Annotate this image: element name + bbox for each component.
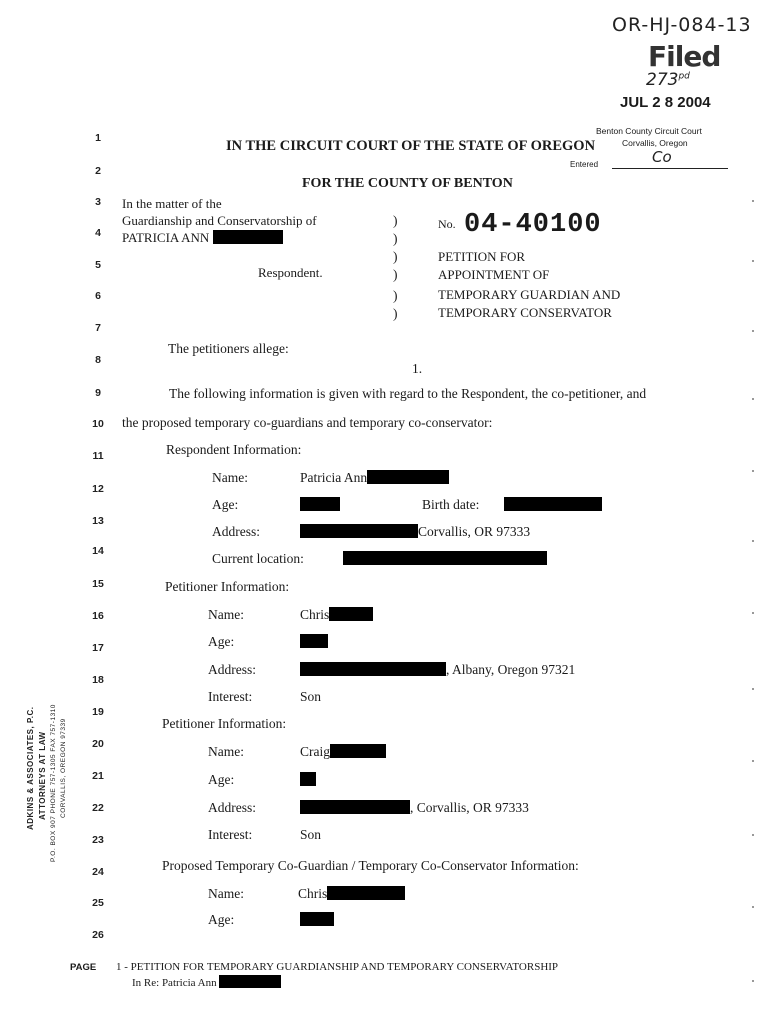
- field-label-interest: Interest:: [208, 827, 253, 842]
- line-number: 22: [92, 802, 104, 814]
- firm-city: CORVALLIS, OREGON 97339: [60, 718, 67, 818]
- line-number: 20: [92, 738, 104, 750]
- field-label-name: Name:: [208, 886, 244, 901]
- matter-line-2: Guardianship and Conservatorship of: [122, 213, 317, 228]
- petitioner-1-age: [300, 634, 328, 650]
- petitioner-2-address: [300, 800, 529, 816]
- petitioner-1-header: Petitioner Information:: [165, 579, 290, 594]
- redaction-bar: [300, 497, 340, 511]
- petitioner-2-city: , Corvallis, OR 97333: [410, 800, 529, 815]
- matter-line-3: [122, 230, 283, 246]
- footer-inre-text: In Re: Patricia Ann: [132, 977, 217, 989]
- petitioner-2-header: Petitioner Information:: [162, 716, 287, 731]
- line-number: 21: [92, 770, 104, 782]
- proposed-guardian-name: [298, 886, 405, 902]
- field-label-address: Address:: [208, 662, 256, 677]
- petition-title-2: APPOINTMENT OF: [438, 267, 550, 282]
- redaction-bar: [300, 772, 316, 786]
- petitioner-2-interest: Son: [300, 827, 322, 842]
- proposed-guardian-age: [300, 912, 334, 928]
- line-number: 5: [95, 259, 101, 271]
- fee-amount: 273: [646, 70, 679, 90]
- respondent-age: [300, 497, 340, 513]
- caption-paren: ): [393, 267, 398, 282]
- line-number: 13: [92, 515, 104, 527]
- redaction-bar: [327, 886, 405, 900]
- footer-inre: [132, 975, 281, 989]
- matter-line-1: In the matter of the: [122, 196, 222, 211]
- petitioner-2-name-text: Craig: [300, 744, 330, 759]
- section-number: 1.: [412, 361, 423, 376]
- redaction-bar: [219, 975, 281, 988]
- redaction-bar: [300, 524, 418, 538]
- redaction-bar: [300, 800, 410, 814]
- line-number: 12: [92, 483, 104, 495]
- redaction-bar: [367, 470, 449, 484]
- line-number: 4: [95, 227, 101, 239]
- petition-title-1: PETITION FOR: [438, 249, 526, 264]
- court-stamp-name: Benton County Circuit Court: [596, 126, 702, 136]
- caption-paren: ): [393, 306, 398, 321]
- court-title: IN THE CIRCUIT COURT OF THE STATE OF OREGON: [226, 138, 596, 154]
- petitioner-1-city: , Albany, Oregon 97321: [446, 662, 576, 677]
- field-label-age: Age:: [212, 497, 239, 512]
- firm-name: ADKINS & ASSOCIATES, P.C.: [26, 706, 35, 830]
- line-number: 10: [92, 418, 104, 430]
- line-number: 18: [92, 674, 104, 686]
- filed-stamp: Filed: [648, 40, 721, 73]
- firm-address: P.O. BOX 907 PHONE 757-1305 FAX 757-1310: [50, 704, 57, 862]
- line-number: 19: [92, 706, 104, 718]
- petitioner-1-name: [300, 607, 373, 623]
- caption-paren: ): [393, 288, 398, 303]
- redaction-bar: [300, 662, 446, 676]
- field-label-name: Name:: [208, 607, 244, 622]
- proposed-guardian-header: Proposed Temporary Co-Guardian / Temporary Co-Conservator Information:: [162, 858, 579, 873]
- redaction-bar: [213, 230, 283, 244]
- line-number: 3: [95, 196, 101, 208]
- line-number: 23: [92, 834, 104, 846]
- entered-label: Entered: [570, 160, 599, 169]
- petition-title-3: TEMPORARY GUARDIAN AND: [438, 287, 621, 302]
- case-no-label: No.: [438, 217, 456, 231]
- case-reference-handwritten: OR-HJ-084-13: [612, 14, 752, 36]
- caption-paren: ): [393, 231, 398, 246]
- county-title: FOR THE COUNTY OF BENTON: [302, 176, 513, 191]
- filed-date: JUL 2 8 2004: [620, 94, 711, 111]
- line-number: 8: [95, 354, 101, 366]
- line-number: 14: [92, 545, 104, 557]
- line-number: 25: [92, 897, 104, 909]
- redaction-bar: [330, 744, 386, 758]
- petitioner-2-age: [300, 772, 316, 788]
- respondent-city: Corvallis, OR 97333: [418, 524, 531, 539]
- footer-title: 1 - PETITION FOR TEMPORARY GUARDIANSHIP AND TEMPORARY CONSERVATORSHIP: [116, 961, 559, 973]
- line-number: 2: [95, 165, 101, 177]
- petitioner-1-address: [300, 662, 575, 678]
- fee-suffix: pd: [678, 71, 690, 82]
- line-number: 16: [92, 610, 104, 622]
- line-number: 26: [92, 929, 104, 941]
- respondent-info-header: Respondent Information:: [166, 442, 302, 457]
- proposed-guardian-name-text: Chris: [298, 886, 328, 901]
- line-number: 24: [92, 866, 104, 878]
- filing-fee: [646, 70, 690, 90]
- line-number: 7: [95, 322, 101, 334]
- respondent-name-caption: PATRICIA ANN: [122, 230, 210, 245]
- redaction-bar: [300, 634, 328, 648]
- line-number: 17: [92, 642, 104, 654]
- respondent-label: Respondent.: [258, 265, 323, 280]
- petitioner-2-name: [300, 744, 386, 760]
- redaction-bar: [329, 607, 373, 621]
- respondent-name: [300, 470, 449, 486]
- paragraph-line-2: the proposed temporary co-guardians and temporary co-conservator:: [122, 415, 493, 430]
- caption-paren: ): [393, 249, 398, 264]
- redaction-bar: [300, 912, 334, 926]
- entered-initials: Co: [652, 148, 672, 166]
- petitioner-1-interest: Son: [300, 689, 322, 704]
- field-label-address: Address:: [208, 800, 256, 815]
- field-label-interest: Interest:: [208, 689, 253, 704]
- line-number: 9: [95, 387, 101, 399]
- field-label-name: Name:: [208, 744, 244, 759]
- redaction-bar: [504, 497, 602, 511]
- field-label-age: Age:: [208, 634, 235, 649]
- caption-paren: ): [393, 213, 398, 228]
- line-number: 11: [92, 450, 104, 462]
- line-number: 1: [95, 132, 101, 144]
- case-number: 04-40100: [464, 210, 602, 240]
- field-label-name: Name:: [212, 470, 248, 485]
- line-number: 6: [95, 290, 101, 302]
- court-stamp-city: Corvallis, Oregon: [622, 138, 688, 148]
- birth-date-label: Birth date:: [422, 497, 480, 512]
- firm-subtitle: ATTORNEYS AT LAW: [38, 731, 47, 820]
- field-label-age: Age:: [208, 912, 235, 927]
- respondent-name-text: Patricia Ann: [300, 470, 368, 485]
- page-label: PAGE: [70, 962, 97, 973]
- entered-underline: [612, 168, 728, 169]
- petitioners-allege: The petitioners allege:: [168, 341, 289, 356]
- paragraph-line-1: The following information is given with regard to the Respondent, the co-petitioner, and: [169, 386, 647, 401]
- petitioner-1-name-text: Chris: [300, 607, 330, 622]
- respondent-birth-date: [504, 497, 602, 513]
- field-label-address: Address:: [212, 524, 260, 539]
- current-location-value: [343, 551, 547, 567]
- current-location-label: Current location:: [212, 551, 304, 566]
- petition-title-4: TEMPORARY CONSERVATOR: [438, 305, 612, 320]
- respondent-address: [300, 524, 530, 540]
- line-number: 15: [92, 578, 104, 590]
- field-label-age: Age:: [208, 772, 235, 787]
- redaction-bar: [343, 551, 547, 565]
